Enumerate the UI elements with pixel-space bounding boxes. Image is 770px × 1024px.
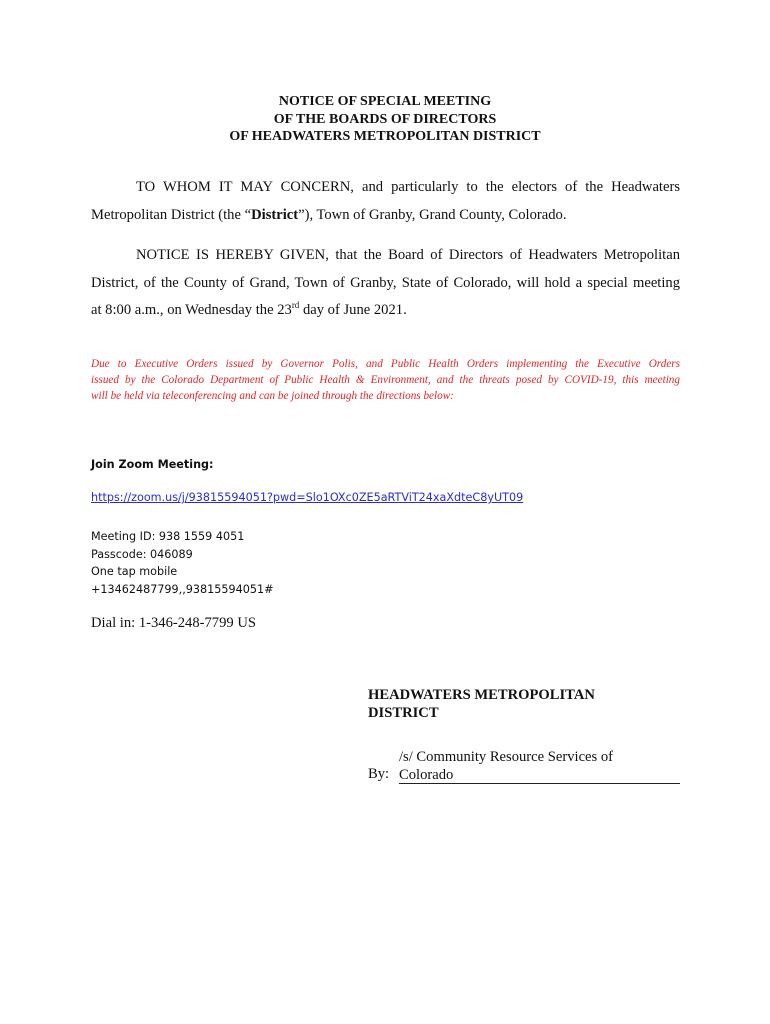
zoom-meeting-link[interactable]: https://zoom.us/j/93815594051?pwd=Slo1OXc0ZE5aRTViT24xaXdteC8yUT09 <box>91 491 524 504</box>
concern-paragraph <box>91 174 680 229</box>
signature-by-label: By: <box>368 766 390 782</box>
signer-line-1: /s/ Community Resource Services of <box>399 749 614 765</box>
dial-in: Dial in: 1-346-248-7799 US <box>91 615 256 631</box>
signature-org-line-1: HEADWATERS METROPOLITAN <box>368 687 595 703</box>
one-tap-label: One tap mobile <box>91 565 178 578</box>
signature-line <box>399 783 680 784</box>
covid-notice <box>91 356 680 404</box>
signature-org-line-2: DISTRICT <box>368 705 439 721</box>
district-term: District <box>251 206 299 223</box>
notice-line-3-start: at 8:00 a.m., on Wednesday the 23 <box>91 302 292 318</box>
title-line-1: NOTICE OF SPECIAL MEETING <box>278 94 492 109</box>
signature-organization <box>368 686 595 722</box>
concern-line-2 <box>91 202 680 230</box>
notice-line-1: NOTICE IS HEREBY GIVEN, that the Board of Directors of Headwaters Metropolitan <box>136 247 680 263</box>
date-ordinal: rd <box>291 300 300 311</box>
notice-paragraph <box>91 242 680 325</box>
notice-line-3-end: day of June 2021. <box>299 302 407 318</box>
meeting-info <box>91 528 273 598</box>
title-line-3: OF HEADWATERS METROPOLITAN DISTRICT <box>229 129 541 144</box>
notice-line-3 <box>91 297 680 325</box>
passcode: Passcode: 046089 <box>91 547 193 561</box>
concern-line-2-start: Metropolitan District (the “ <box>91 206 252 223</box>
signer-line-2: Colorado <box>399 767 454 783</box>
title-line-2: OF THE BOARDS OF DIRECTORS <box>273 111 497 127</box>
zoom-label: Join Zoom Meeting: <box>91 458 214 471</box>
notice-title <box>0 93 770 146</box>
covid-notice-line-3: will be held via teleconferencing and can be joined through the directions below: <box>91 390 454 402</box>
one-tap-number: +13462487799,,93815594051# <box>91 582 274 596</box>
covid-notice-line-2: issued by the Colorado Department of Public Health & Environment, and the threats posed by COVID-19, this meeting <box>91 374 680 386</box>
meeting-id: Meeting ID: 938 1559 4051 <box>91 530 245 543</box>
concern-line-2-end: ”), Town of Granby, Grand County, Colorado. <box>298 206 567 223</box>
notice-line-2: District, of the County of Grand, Town of Granby, State of Colorado, will hold a special meeting <box>91 274 680 291</box>
covid-notice-line-1: Due to Executive Orders issued by Governor Polis, and Public Health Orders implementing the Executive Orders <box>91 358 680 370</box>
concern-line-1: TO WHOM IT MAY CONCERN, and particularly to the electors of the Headwaters <box>136 179 680 195</box>
signer-name <box>399 748 680 784</box>
